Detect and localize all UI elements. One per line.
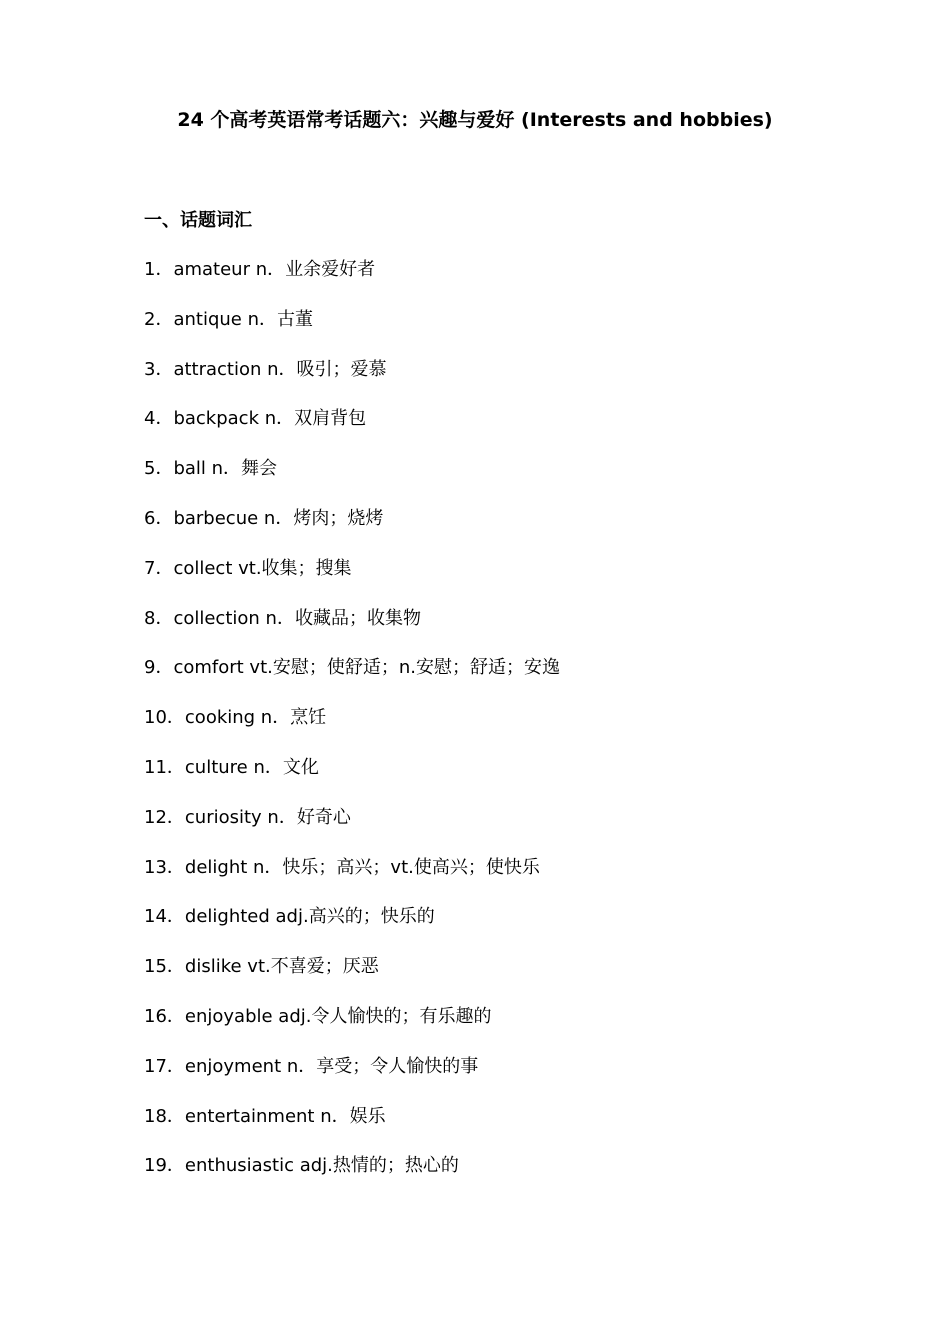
vocab-item: 5．ball n．舞会	[144, 458, 278, 480]
vocab-item: 3．attraction n．吸引；爱慕	[144, 358, 387, 380]
vocab-item: 4．backpack n．双肩背包	[144, 408, 367, 430]
vocab-item: 1．amateur n．业余爱好者	[144, 259, 376, 280]
vocab-item: 13．delight n．快乐；高兴；vt.使高兴；使快乐	[144, 856, 540, 878]
vocabulary-list	[144, 256, 560, 1202]
vocab-item: 7．collect vt.收集；搜集	[144, 557, 352, 579]
vocab-item: 19．enthusiastic adj.热情的；热心的	[144, 1155, 459, 1177]
vocab-item: 17．enjoyment n．享受；令人愉快的事	[144, 1055, 479, 1077]
vocab-item: 10．cooking n．烹饪	[144, 707, 327, 729]
document-title: 24 个高考英语常考话题六：兴趣与爱好 (Interests and hobbies)	[177, 109, 773, 131]
section-heading: 一、话题词汇	[144, 210, 252, 231]
vocab-item: 18．entertainment n．娱乐	[144, 1105, 386, 1127]
vocab-item: 2．antique n．古董	[144, 308, 313, 330]
vocab-item: 6．barbecue n．烤肉；烧烤	[144, 507, 384, 529]
vocab-item: 11．culture n．文化	[144, 756, 319, 778]
vocab-item: 9．comfort vt.安慰；使舒适；n.安慰；舒适；安逸	[144, 657, 560, 679]
vocab-item: 15．dislike vt.不喜爱；厌恶	[144, 956, 379, 978]
vocab-item: 14．delighted adj.高兴的；快乐的	[144, 906, 435, 928]
vocab-item: 12．curiosity n．好奇心	[144, 806, 351, 828]
vocab-item: 16．enjoyable adj.令人愉快的；有乐趣的	[144, 1005, 492, 1027]
vocab-item: 8．collection n．收藏品；收集物	[144, 607, 421, 629]
